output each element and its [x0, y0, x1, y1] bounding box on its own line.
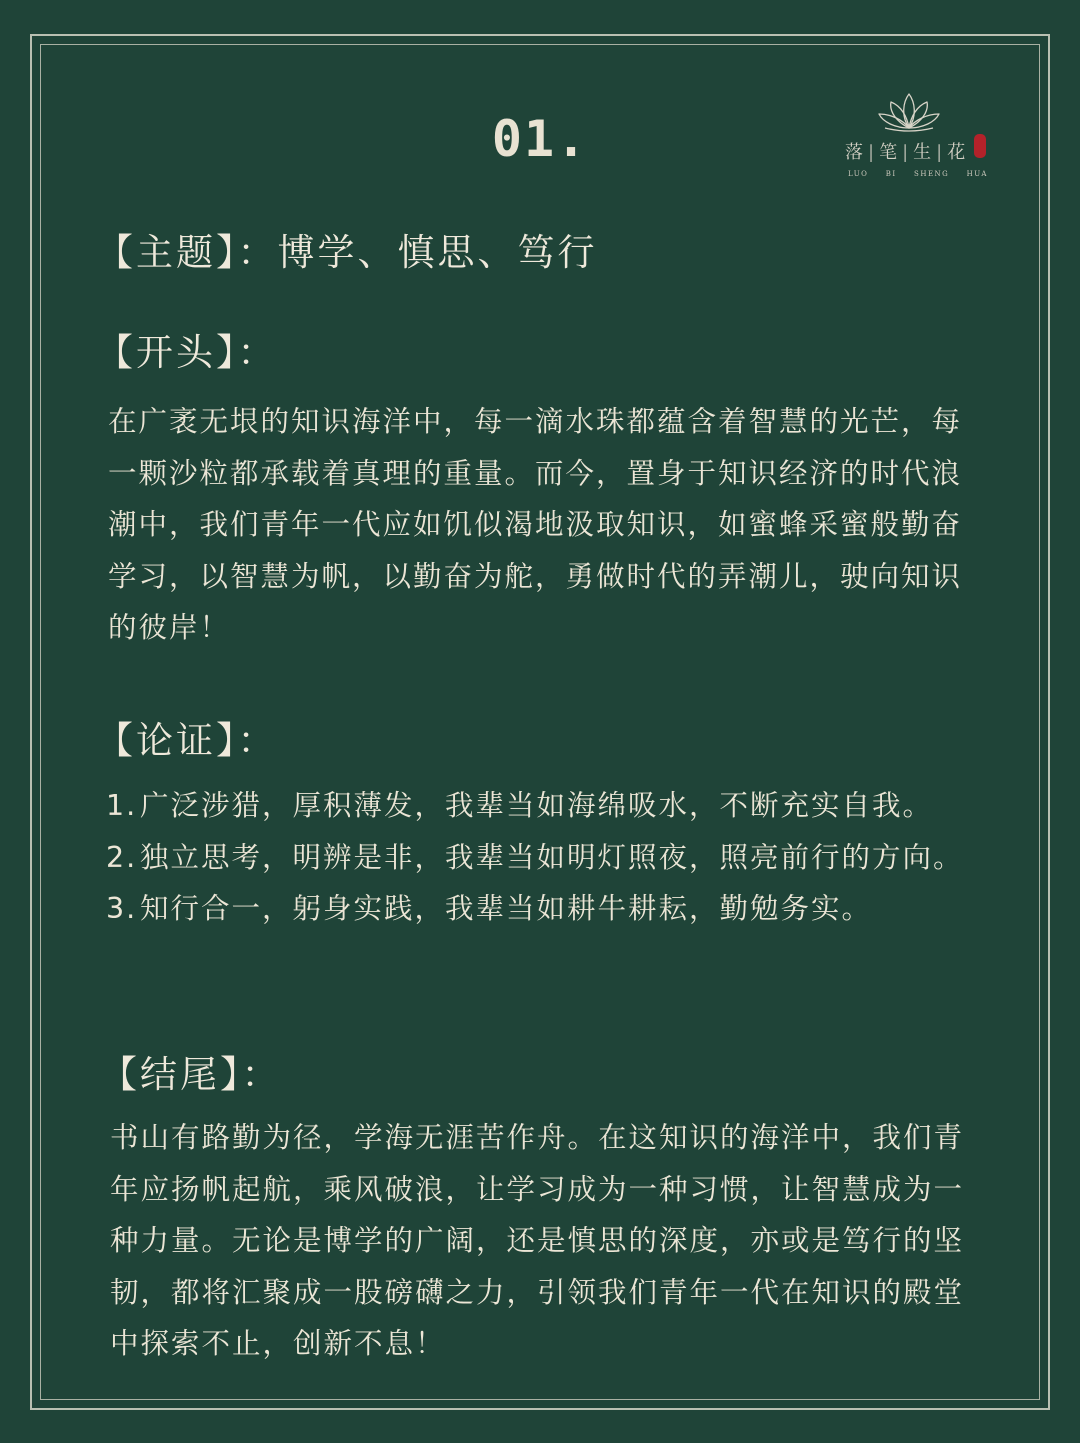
logo-chinese-text: 落 | 笔 | 生 | 花 — [845, 142, 967, 163]
argument-list — [106, 780, 966, 935]
list-item — [106, 883, 966, 935]
list-item-text: 广泛涉猎，厚积薄发，我辈当如海绵吸水，不断充实自我。 — [140, 789, 934, 822]
opening-heading: 【开头】： — [96, 331, 278, 374]
logo-pinyin-word: SHENG — [914, 170, 950, 178]
logo-pinyin-word: LUO — [848, 170, 869, 178]
ending-paragraph: 书山有路勤为径，学海无涯苦作舟。在这知识的海洋中，我们青年应扬帆起航，乘风破浪，让学习成为一种习惯，让智慧成为一种力量。无论是博学的广阔，还是慎思的深度，亦或是笃行的坚韧，都将汇聚成一股磅礴之力，引领我们青年一代在知识的殿堂中探索不止，创新不息！ — [110, 1121, 965, 1360]
section-number: 01. — [491, 110, 589, 168]
lotus-icon — [845, 88, 995, 134]
list-item-number: 1. — [106, 789, 138, 822]
list-item-number: 2. — [106, 840, 138, 874]
logo-pinyin-word: HUA — [966, 170, 988, 178]
logo-char: 笔 — [879, 142, 899, 163]
logo-char: 生 — [913, 142, 933, 163]
list-item-number: 3. — [106, 892, 138, 925]
logo-char: 落 — [845, 142, 864, 163]
opening-paragraph: 在广袤无垠的知识海洋中，每一滴水珠都蕴含着智慧的光芒，每一颗沙粒都承载着真理的重量。而今，置身于知识经济的时代浪潮中，我们青年一代应如饥似渴地汲取知识，如蜜蜂采蜜般勤奋学习，以智慧为帆，以勤奋为舵，勇做时代的弄潮儿，驶向知识的彼岸！ — [108, 405, 963, 644]
argument-heading: 【论证】： — [96, 719, 278, 762]
list-item-text: 知行合一，躬身实践，我辈当如耕牛耕耘，勤勉务实。 — [140, 892, 873, 925]
list-item — [106, 832, 966, 884]
logo-pinyin — [848, 170, 988, 178]
logo-char: 花 — [947, 142, 967, 163]
logo-seal-stamp — [974, 134, 986, 158]
brand-logo — [845, 88, 995, 183]
theme-heading: 【主题】：博学、慎思、笃行 — [96, 231, 598, 274]
logo-pinyin-word: BI — [885, 170, 897, 178]
ending-heading: 【结尾】： — [100, 1053, 282, 1096]
list-item-text: 独立思考，明辨是非，我辈当如明灯照夜，照亮前行的方向。 — [140, 840, 964, 874]
list-item — [106, 780, 966, 832]
